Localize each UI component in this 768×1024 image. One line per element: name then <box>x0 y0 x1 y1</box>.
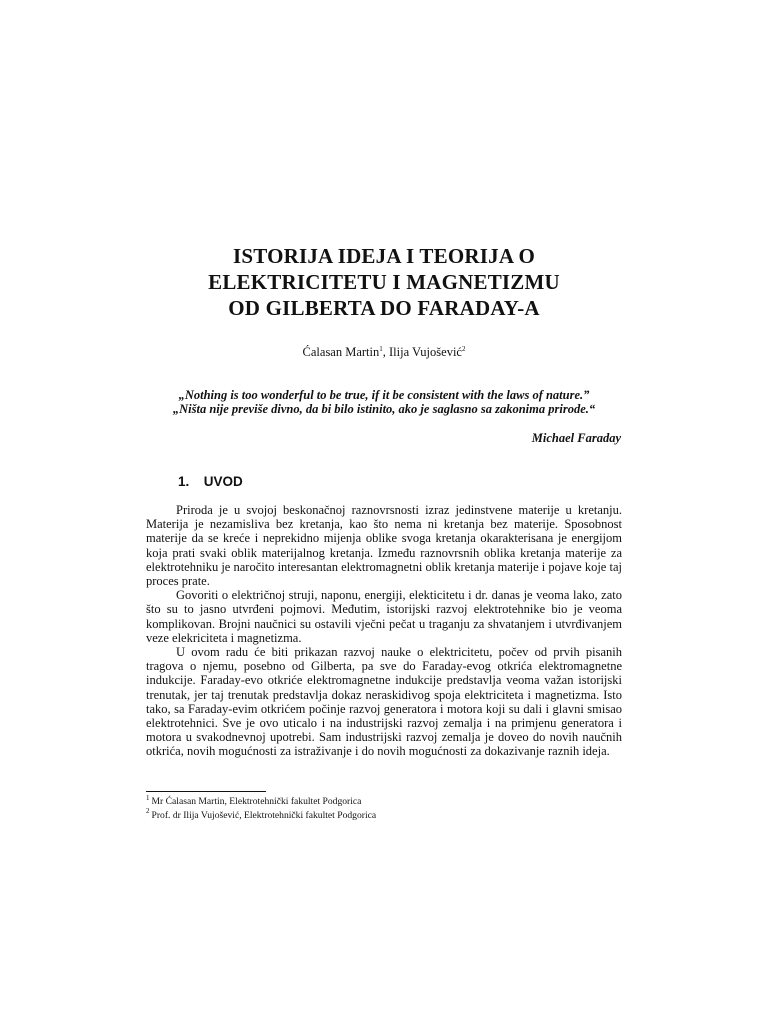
author-line <box>0 345 768 360</box>
section-heading <box>178 474 243 489</box>
epigraph-attribution: Michael Faraday <box>531 431 621 445</box>
footnote-2-mark: 2 <box>146 807 150 816</box>
section-number: 1. <box>178 474 190 489</box>
body-text <box>146 503 622 759</box>
epigraph <box>0 388 768 416</box>
title-line-3: OD GILBERTA DO FARADAY-A <box>228 296 540 320</box>
footnote-separator <box>146 791 266 792</box>
author-1-name: Ćalasan Martin <box>302 345 380 359</box>
section-title: UVOD <box>203 474 243 489</box>
footnotes <box>146 795 622 822</box>
author-2-name: Ilija Vujošević <box>389 345 462 359</box>
paragraph-1: Priroda je u svojoj beskonačnoj raznovrsnosti izraz jedinstvene materije u kretanju. Materija je nezamisliva bez kretanja, kao što nema ni kretanja bez materije. Sposobnost materije da se kreće i neprekidno mijenja oblike svoga kretanja okarakterisana je energijom koja prati svaki oblik materijalnog kretanja. Između raznovrsnih oblika kretanja materije za elektrotehniku je naročito interesantan elektromagnetni oblik kretanja materije i pojave koje taj proces prate. <box>146 503 622 589</box>
title-line-1: ISTORIJA IDEJA I TEORIJA O <box>232 244 536 268</box>
document-title <box>0 243 768 321</box>
author-1-footnote-mark: 1 <box>379 344 383 353</box>
author-separator: , <box>382 345 389 359</box>
epigraph-english: „Nothing is too wonderful to be true, if it be consistent with the laws of nature.” <box>178 388 590 402</box>
footnote-1-mark: 1 <box>146 793 150 802</box>
epigraph-translation: „Ništa nije previše divno, da bi bilo istinito, ako je saglasno sa zakonima prirode.“ <box>172 402 596 416</box>
footnote-2-text: Prof. dr Ilija Vujošević, Elektrotehnički fakultet Podgorica <box>151 809 377 821</box>
title-line-2: ELEKTRICITETU I MAGNETIZMU <box>208 270 560 294</box>
paragraph-2: Govoriti o električnoj struji, naponu, energiji, elekticitetu i dr. danas je veoma lako, zato što su to jasno utvrđeni pojmovi. Međutim, istorijski razvoj elektrotehnike bio je veoma komplikovan. Brojni naučnici su ostavili vječni pečat u traganju za shvatanjem i utvrđivanjem veze elekriciteta i magnetizma. <box>146 588 622 645</box>
author-2-footnote-mark: 2 <box>461 344 466 353</box>
footnote-1 <box>146 795 622 809</box>
paragraph-3: U ovom radu će biti prikazan razvoj nauke o elektricitetu, počev od prvih pisanih tragova o njemu, posebno od Gilberta, pa sve do Faraday-evog otkrića elektromagnetne indukcije. Faraday-evo otkriće elektromagnetne indukcije predstavlja veoma važan istorijski trenutak, jer taj trenutak predstavlja dokaz neraskidivog spoja elektriciteta i magnetizma. Isto tako, sa Faraday-evim otkrićem počinje razvoj generatora i motora koji su dali i glavni smisao elektrotehnici. Sve je ovo uticalo i na industrijski razvoj zemalja i na primjenu generatora i motora u svakodnevnoj upotrebi. Sam industrijski razvoj zemalja je doveo do novih naučnih otkrića, novih mogućnosti za istraživanje i do novih mogućnosti za dokazivanje raznih ideja. <box>146 645 622 759</box>
footnote-2 <box>146 809 622 823</box>
footnote-1-text: Mr Ćalasan Martin, Elektrotehnički fakultet Podgorica <box>151 796 362 807</box>
